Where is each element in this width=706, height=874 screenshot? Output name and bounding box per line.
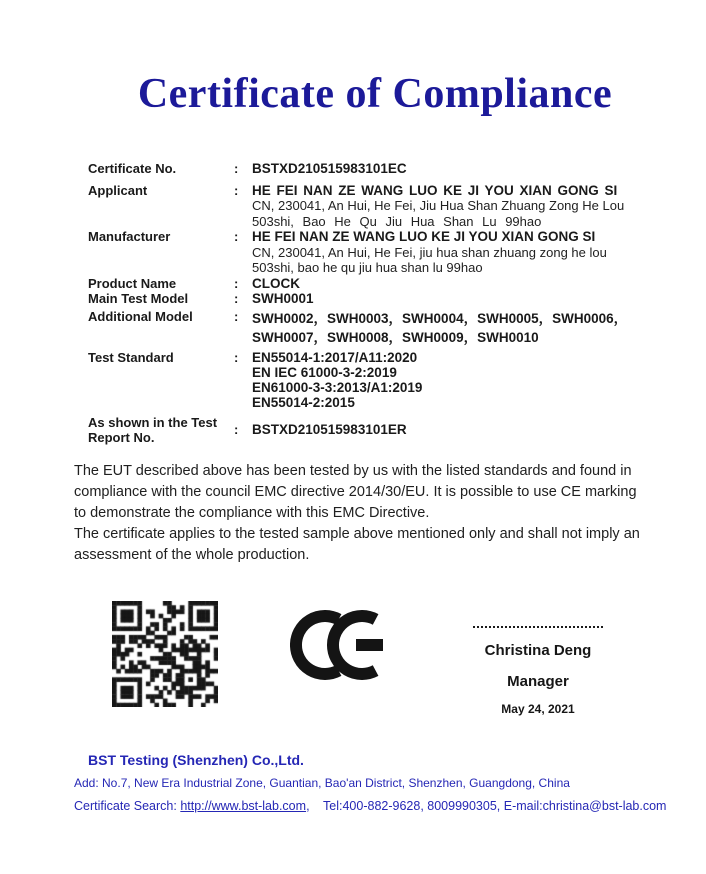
field-row-test-standard: [88, 350, 636, 410]
issuer-address: Add: No.7, New Era Industrial Zone, Guantian, Bao'an District, Shenzhen, Guangdong, China: [74, 776, 570, 790]
issuer-company-name: BST Testing (Shenzhen) Co.,Ltd.: [88, 752, 304, 768]
product-name: CLOCK: [252, 275, 300, 291]
colon-separator: :: [234, 291, 239, 306]
field-label: Applicant: [88, 182, 148, 198]
colon-separator: :: [234, 421, 239, 437]
manufacturer-name: HE FEI NAN ZE WANG LUO KE JI YOU XIAN GONG SI: [252, 229, 596, 244]
colon-separator: :: [234, 182, 239, 198]
field-label: Main Test Model: [88, 291, 189, 306]
signatory-name: Christina Deng: [484, 642, 592, 659]
field-label: Certificate No.: [88, 161, 177, 176]
field-row-test-report-no: [88, 415, 636, 446]
issue-date: May 24, 2021: [501, 702, 575, 716]
signature-line: [473, 620, 603, 628]
field-row-manufacturer: [88, 229, 636, 276]
compliance-statement: [74, 461, 646, 566]
main-test-model: SWH0001: [252, 291, 314, 306]
qr-code: [112, 601, 218, 707]
signature-block: [466, 620, 610, 716]
colon-separator: :: [234, 275, 239, 291]
additional-model-line: SWH0002，SWH0003，SWH0004，SWH0005，SWH0006，: [252, 311, 628, 326]
additional-model-line: SWH0007，SWH0008，SWH0009，SWH0010: [252, 330, 539, 345]
test-standard-line: EN61000-3-3:2013/A1:2019: [252, 379, 423, 395]
compliance-statement-paragraph-1: The EUT described above has been tested by us with the listed standards and found in compliance with the council EMC directive 2014/30/EU. It is possible to use CE marking to demonstrate the compliance with this EMC Directive.: [74, 463, 637, 521]
test-standard-line: EN55014-1:2017/A11:2020: [252, 349, 418, 365]
field-label: Product Name: [88, 275, 177, 291]
signatory-title: Manager: [507, 673, 569, 690]
manufacturer-address-line: CN, 230041, An Hui, He Fei, jiu hua shan zhuang zong he lou: [252, 244, 607, 260]
colon-separator: :: [234, 309, 239, 324]
manufacturer-address-line: 503shi, bao he qu jiu hua shan lu 99hao: [252, 260, 483, 275]
field-label: Test Standard: [88, 349, 174, 365]
ce-mark-icon: [290, 610, 397, 680]
field-label: As shown in the Test Report No.: [88, 414, 218, 445]
issuer-footer: [74, 752, 666, 814]
colon-separator: :: [234, 349, 239, 365]
certificate-title: Certificate of Compliance: [137, 71, 613, 117]
certificate-number: BSTXD210515983101EC: [252, 161, 407, 176]
field-row-certificate-no: [88, 161, 636, 177]
applicant-address-line: CN, 230041, An Hui, He Fei, Jiu Hua Shan Zhuang Zong He Lou: [252, 198, 625, 213]
test-standard-line: EN IEC 61000-3-2:2019: [252, 364, 397, 380]
issuer-contact-info: Tel:400-882-9628, 8009990305, E-mail:christina@bst-lab.com: [323, 799, 667, 813]
test-standard-line: EN55014-2:2015: [252, 394, 355, 410]
test-report-number: BSTXD210515983101ER: [252, 421, 407, 437]
certificate-search-row: [74, 798, 666, 814]
compliance-statement-paragraph-2: The certificate applies to the tested sample above mentioned only and shall not imply an assessment of the whole production.: [74, 526, 640, 563]
colon-separator: :: [234, 229, 239, 244]
field-label: Manufacturer: [88, 229, 171, 244]
link-suffix: ,: [306, 799, 310, 813]
field-row-product-name: [88, 276, 636, 292]
applicant-address-line: 503shi, Bao He Qu Jiu Hua Shan Lu 99hao: [252, 213, 542, 229]
field-row-applicant: [88, 183, 636, 230]
colon-separator: :: [234, 161, 239, 176]
applicant-name: HE FEI NAN ZE WANG LUO KE JI YOU XIAN GONG SI: [252, 182, 618, 198]
certificate-fields: [88, 161, 636, 446]
certificate-search-link[interactable]: http://www.bst-lab.com: [180, 799, 307, 813]
field-label: Additional Model: [88, 309, 193, 324]
certificate-search-label: Certificate Search:: [74, 799, 177, 813]
field-row-additional-model: [88, 309, 636, 347]
field-row-main-test-model: [88, 291, 636, 307]
